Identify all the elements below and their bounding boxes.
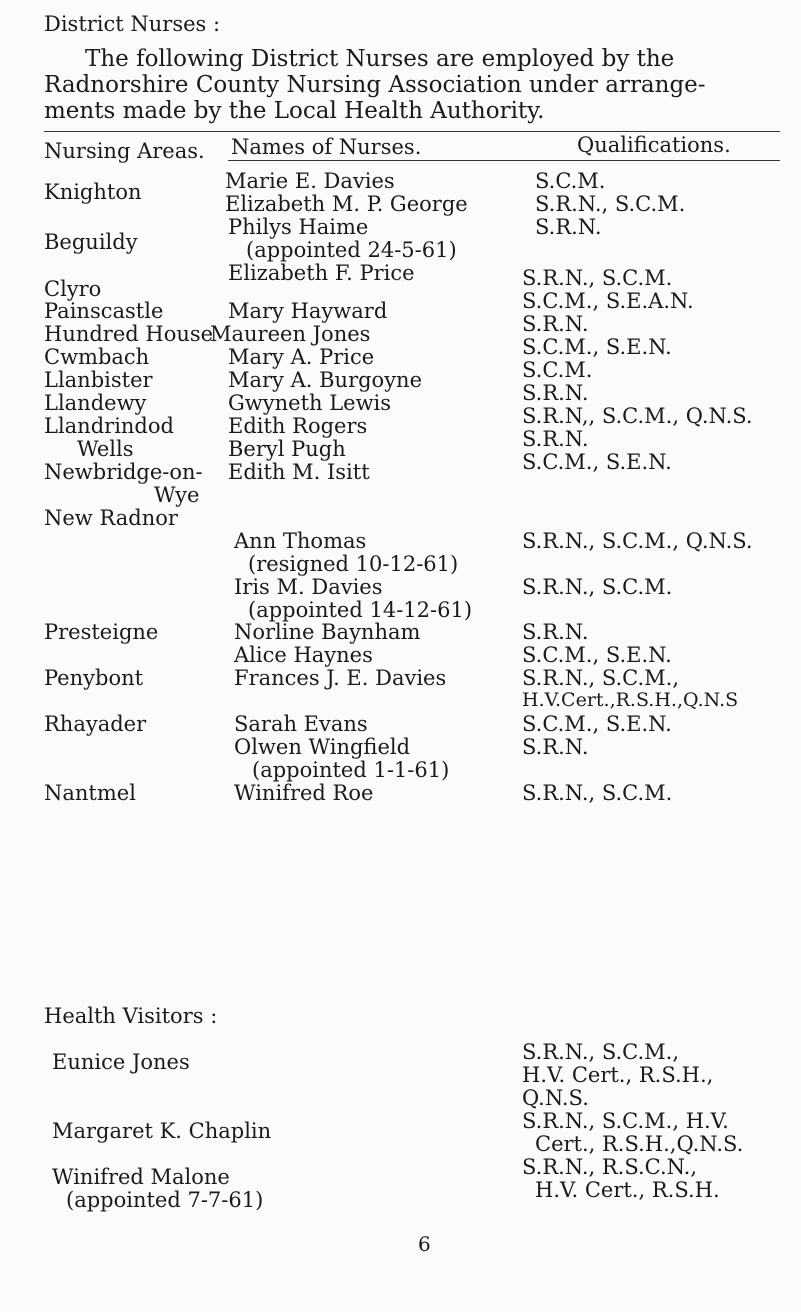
qualification: S.C.M., S.E.N. [522,335,672,359]
qualification: S.R.N. [522,735,589,759]
qualification: S.C.M. [535,169,606,193]
nurse-name: Frances J. E. Davies [234,666,447,690]
area-cell: Wells [77,437,134,461]
area-cell: Rhayader [44,712,147,736]
nurse-name: Ann Thomas [234,529,367,553]
qualification: S.C.M., S.E.N. [522,643,672,667]
nurse-name: Beryl Pugh [228,437,346,461]
nurse-name: Edith Rogers [228,414,368,438]
area-cell: Clyro [44,277,102,301]
nurse-name: Elizabeth M. P. George [225,192,468,216]
visitor-note: (appointed 7-7-61) [66,1188,264,1212]
visitor-name: Winifred Malone [52,1165,230,1189]
area-cell: Painscastle [44,299,164,323]
nurse-name: Mary A. Price [228,345,375,369]
visitor-name: Margaret K. Chaplin [52,1119,272,1143]
area-cell: Penybont [44,666,144,690]
area-cell: Llanbister [44,368,153,392]
nurse-name: Mary Hayward [228,299,388,323]
area-cell: Nantmel [44,781,136,805]
header-bottom-rule [228,160,780,161]
visitor-qualification: S.R.N., S.C.M., [522,1040,680,1064]
area-cell: Presteigne [44,620,159,644]
health-visitors-title: Health Visitors : [44,1004,218,1028]
area-cell: Newbridge-on- [44,460,203,484]
nurse-name: Mary A. Burgoyne [228,368,423,392]
nurse-note: (appointed 14-12-61) [248,598,473,622]
nurse-name: Iris M. Davies [234,575,383,599]
area-cell: Beguildy [44,230,138,254]
qualification: S.R.N,, S.C.M., Q.N.S. [522,404,753,428]
qualification: S.R.N., S.C.M., Q.N.S. [522,529,753,553]
area-cell: Knighton [44,180,142,204]
qualification: S.R.N. [522,381,589,405]
qualification: S.R.N. [522,620,589,644]
area-cell: New Radnor [44,506,178,530]
nurse-name: Winifred Roe [234,781,374,805]
column-header-qualifications: Qualifications. [577,133,731,157]
visitor-qualification: Q.N.S. [522,1086,589,1110]
nurse-name: Maureen Jones [210,322,371,346]
nurse-name: Edith M. Isitt [228,460,370,484]
nurse-name: Norline Baynham [234,620,421,644]
column-header-names: Names of Nurses. [231,135,422,159]
visitor-qualification: S.R.N., S.C.M., H.V. [522,1109,729,1133]
nurse-name: Sarah Evans [234,712,368,736]
nurse-name: Olwen Wingfield [234,735,411,759]
visitor-qualification: H.V. Cert., R.S.H., [522,1063,714,1087]
qualification: S.C.M., S.E.A.N. [522,289,694,313]
nurse-name: Elizabeth F. Price [228,261,415,285]
qualification: S.C.M., S.E.N. [522,712,672,736]
column-header-areas: Nursing Areas. [44,139,205,163]
qualification: S.R.N. [535,215,602,239]
qualification: S.R.N. [522,312,589,336]
area-cell: Wye [154,483,200,507]
qualification: S.R.N., S.C.M. [522,781,673,805]
header-top-rule [44,131,780,132]
qualification: S.R.N., S.C.M. [522,266,673,290]
qualification: S.C.M. [522,358,593,382]
qualification: S.R.N., S.C.M. [522,575,673,599]
qualification: H.V.Cert.,R.S.H.,Q.N.S [522,689,739,711]
intro-line: The following District Nurses are employed by the [85,46,675,72]
qualification: S.R.N., S.C.M. [535,192,686,216]
nurse-name: Alice Haynes [234,643,373,667]
intro-line: ments made by the Local Health Authority. [44,98,545,124]
nurse-note: (resigned 10-12-61) [248,552,459,576]
area-cell: Hundred House [44,322,214,346]
visitor-name: Eunice Jones [52,1050,190,1074]
nurse-name: Philys Haime [228,215,369,239]
area-cell: Cwmbach [44,345,150,369]
qualification: S.R.N. [522,427,589,451]
nurse-name: Gwyneth Lewis [228,391,392,415]
qualification: S.R.N., S.C.M., [522,666,680,690]
visitor-qualification: S.R.N., R.S.C.N., [522,1155,698,1179]
page-number: 6 [418,1232,431,1256]
area-cell: Llandewy [44,391,147,415]
visitor-qualification: Cert., R.S.H.,Q.N.S. [535,1132,744,1156]
intro-line: Radnorshire County Nursing Association under arrange- [44,72,706,98]
nurse-note: (appointed 1-1-61) [252,758,450,782]
section-title: District Nurses : [44,12,221,36]
area-cell: Llandrindod [44,414,174,438]
visitor-qualification: H.V. Cert., R.S.H. [535,1178,720,1202]
qualification: S.C.M., S.E.N. [522,450,672,474]
nurse-note: (appointed 24-5-61) [246,238,457,262]
nurse-name: Marie E. Davies [225,169,395,193]
